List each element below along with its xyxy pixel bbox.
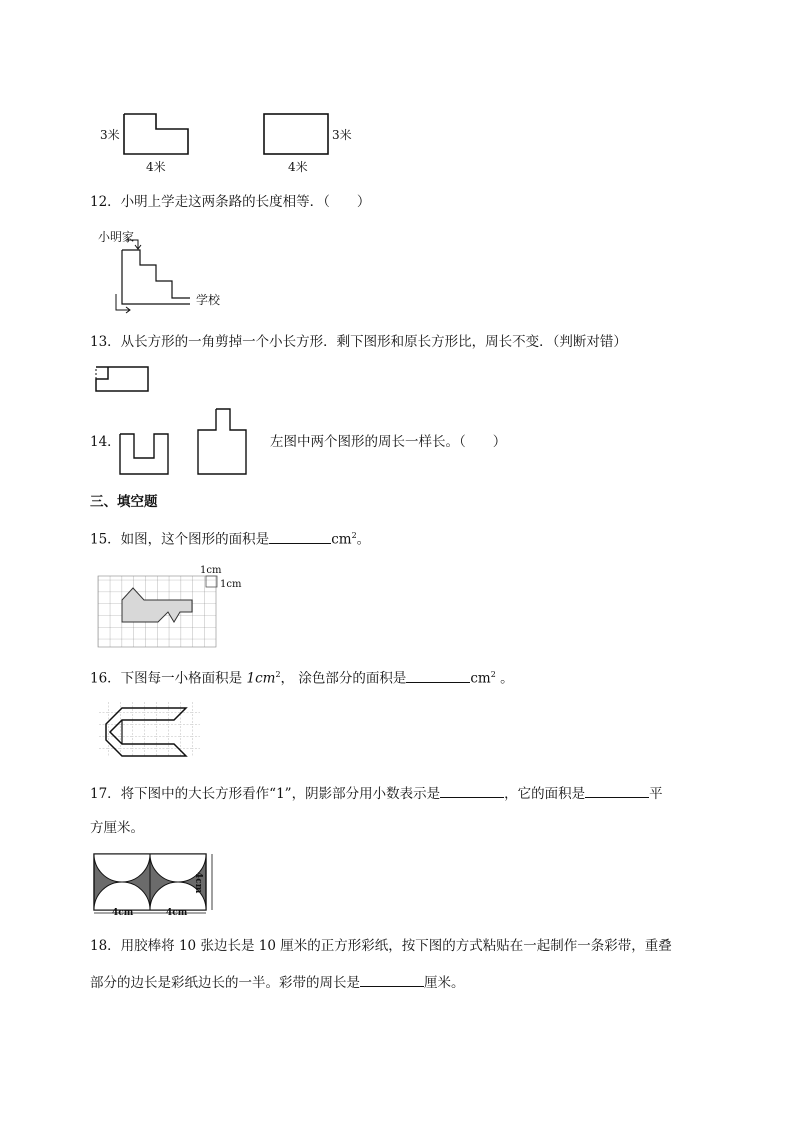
q13-text: 13．从长方形的一角剪掉一个小长方形．剩下图形和原长方形比，周长不变．（判断对错） <box>90 334 627 350</box>
q15-unit-sup: 2 <box>351 531 357 540</box>
q11-right-bottom-label: 4米 <box>288 160 308 174</box>
q14-text: 左图中两个图形的周长一样长。（ ） <box>270 434 507 450</box>
q15-grid-label-top: 1cm <box>200 565 222 576</box>
q18-line2 <box>90 972 465 993</box>
q16-suffix: 。 <box>495 670 514 687</box>
q16-text <box>90 665 514 689</box>
q15-suffix: 。 <box>356 531 371 548</box>
q12-text: 12．小明上学走这两条路的长度相等．（ ） <box>90 194 371 210</box>
q16-middle: ， 涂色部分的面积是 <box>280 670 407 687</box>
q15-grid-label-side: 1cm <box>220 579 242 590</box>
q16-unit: cm <box>470 670 491 687</box>
q17-bottom-right-label: 4cm <box>166 908 188 918</box>
q15-text <box>90 526 370 550</box>
q17-line2: 方厘米。 <box>90 820 144 836</box>
q16-figure <box>96 700 206 760</box>
q11-left-side-label: 3米 <box>100 128 120 142</box>
q12-home-label: 小明家 <box>98 230 135 244</box>
q11-left-figure <box>120 110 200 160</box>
section-heading: 三、填空题 <box>90 494 158 510</box>
q16-answer-blank[interactable] <box>406 668 470 683</box>
q17-area-blank[interactable] <box>585 783 649 798</box>
q17-side-label: 4cm <box>193 872 203 894</box>
q15-grid <box>98 568 228 648</box>
q14-number: 14． <box>90 434 121 450</box>
q11-left-bottom-label: 4米 <box>146 160 166 174</box>
q18-answer-blank[interactable] <box>360 972 424 987</box>
q17-line1-suffix: 平 <box>649 786 663 802</box>
q15-unit: cm <box>331 531 352 548</box>
q17-line1 <box>90 783 663 804</box>
q17-line1-prefix: 17．将下图中的大长方形看作“1”，阴影部分用小数表示是 <box>90 786 441 802</box>
q16-area-value: 1cm <box>246 670 276 687</box>
q12-school-label: 学校 <box>196 293 221 307</box>
q15-prefix: 15．如图，这个图形的面积是 <box>90 531 270 548</box>
q15-answer-blank[interactable] <box>269 529 331 544</box>
q16-area-sup: 2 <box>275 670 281 679</box>
q14-figure-u <box>118 430 174 476</box>
q18-line2-suffix: 厘米。 <box>424 975 465 991</box>
q16-prefix: 16．下图每一小格面积是 <box>90 670 247 687</box>
q14-figure-t <box>196 406 252 476</box>
q17-bottom-left-label: 4cm <box>112 908 134 918</box>
q11-right-figure <box>260 110 340 160</box>
q13-figure <box>92 363 152 393</box>
q17-line1-middle: ，它的面积是 <box>504 786 586 802</box>
q17-decimal-blank[interactable] <box>440 783 504 798</box>
q16-unit-sup: 2 <box>490 670 496 679</box>
q18-line1: 18．用胶棒将 10 张边长是 10 厘米的正方形彩纸，按下图的方式粘贴在一起制作一条彩带，重叠 <box>90 938 672 954</box>
q18-line2-prefix: 部分的边长是彩纸边长的一半。彩带的周长是 <box>90 975 360 991</box>
q11-right-side-label: 3米 <box>332 128 352 142</box>
